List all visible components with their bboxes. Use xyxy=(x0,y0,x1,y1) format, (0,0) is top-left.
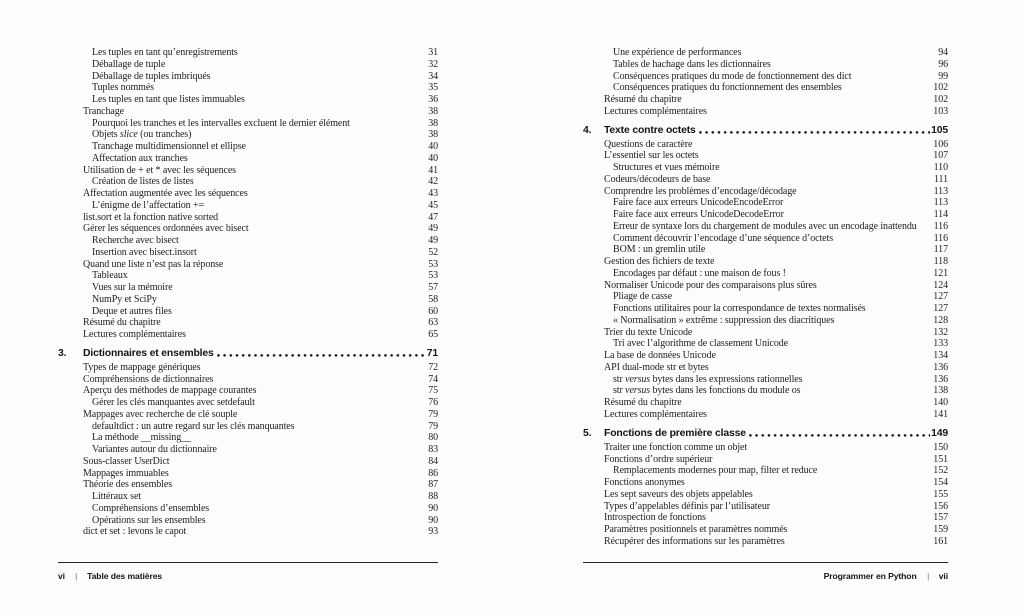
toc-entry-page-number: 103 xyxy=(933,105,948,117)
toc-entry-page-number: 134 xyxy=(933,350,948,362)
toc-entry-title: Codeurs/décodeurs de base xyxy=(604,173,711,185)
toc-entry-page-number: 35 xyxy=(428,82,438,94)
toc-entry-row xyxy=(583,465,948,477)
toc-entry-title: Littéraux set xyxy=(92,491,141,503)
toc-entry-row xyxy=(583,291,948,303)
footer-line xyxy=(583,571,948,581)
toc-entry-page-number: 40 xyxy=(428,141,438,152)
toc-entry-row xyxy=(583,397,948,409)
toc-entry-row xyxy=(583,442,948,454)
toc-entry-title: Faire face aux erreurs UnicodeDecodeError xyxy=(613,209,784,221)
toc-entry-page-number: 40 xyxy=(428,152,438,164)
toc-entry-title: defaultdict : un autre regard sur les clés manquantes xyxy=(92,420,295,432)
toc-entry-page-number: 159 xyxy=(933,524,948,536)
footer-rule xyxy=(58,562,438,563)
toc-entry-row xyxy=(58,306,438,318)
toc-entry-title: Déballage de tuples imbriqués xyxy=(92,70,211,82)
toc-entry-title: str versus bytes dans les expressions rationnelles xyxy=(613,373,803,385)
toc-entry-row xyxy=(583,315,948,327)
toc-entry-page-number: 63 xyxy=(428,317,438,329)
toc-entry-page-number: 154 xyxy=(933,477,948,489)
toc-entry-title: BOM : un gremlin utile xyxy=(613,244,706,256)
toc-entry-page-number: 72 xyxy=(428,361,438,373)
toc-entry-title: list.sort et la fonction native sorted xyxy=(83,211,219,223)
toc-page-left xyxy=(58,47,438,607)
toc-entry-row xyxy=(583,350,948,362)
toc-entry-row xyxy=(583,536,948,548)
toc-entry-title: Aperçu des méthodes de mappage courantes xyxy=(83,385,257,397)
toc-entry-row xyxy=(58,294,438,306)
toc-entry-row xyxy=(58,141,438,153)
toc-entry-page-number: 47 xyxy=(428,211,438,223)
toc-entry-page-number: 113 xyxy=(933,185,948,197)
toc-entry-row xyxy=(58,526,438,538)
toc-entry-page-number: 107 xyxy=(933,150,948,162)
toc-entry-title: Récupérer des informations sur les paramètres xyxy=(604,535,785,547)
toc-entry-page-number: 140 xyxy=(933,397,948,409)
toc-entry-page-number: 102 xyxy=(933,94,948,105)
toc-entry-page-number: 99 xyxy=(938,70,948,82)
toc-entry-page-number: 110 xyxy=(933,162,948,174)
toc-entry-title: Tableaux xyxy=(92,270,128,282)
toc-entry-title: La base de données Unicode xyxy=(604,350,716,362)
toc-entry-row xyxy=(583,82,948,94)
toc-entry-row xyxy=(58,385,438,397)
toc-entry-title: str versus bytes dans les fonctions du module os xyxy=(613,385,801,397)
toc-entry-row xyxy=(583,512,948,524)
toc-entry-page-number: 128 xyxy=(933,314,948,326)
toc-entry-row xyxy=(58,153,438,165)
chapter-title: Texte contre octets xyxy=(604,124,696,136)
toc-entry-page-number: 58 xyxy=(428,293,438,305)
toc-entry-row xyxy=(58,468,438,480)
toc-entry-title: Traiter une fonction comme un objet xyxy=(604,441,748,453)
toc-entry-page-number: 86 xyxy=(428,467,438,479)
footer-rule xyxy=(583,562,948,563)
toc-entry-title: Opérations sur les ensembles xyxy=(92,514,206,526)
toc-entry-title: Comment découvrir l’encodage d’une séquence d’octets xyxy=(613,232,833,244)
footer-separator: | xyxy=(926,571,929,582)
toc-entry-row xyxy=(58,329,438,341)
toc-entry-page-number: 60 xyxy=(428,305,438,317)
toc-entry-row xyxy=(58,188,438,200)
toc-entry-row xyxy=(58,432,438,444)
toc-entry-row xyxy=(58,374,438,386)
toc-entry-title: Sous-classer UserDict xyxy=(83,455,170,467)
toc-entry-row xyxy=(583,327,948,339)
toc-entry-page-number: 36 xyxy=(428,94,438,105)
toc-entry-title: Vues sur la mémoire xyxy=(92,282,173,293)
toc-entry-page-number: 136 xyxy=(933,361,948,373)
toc-entry-page-number: 38 xyxy=(428,105,438,117)
toc-entry-page-number: 114 xyxy=(933,209,948,221)
toc-entry-title: Résumé du chapitre xyxy=(83,317,161,329)
toc-entry-page-number: 136 xyxy=(933,373,948,385)
toc-page-right xyxy=(583,47,948,607)
toc-entry-row xyxy=(583,186,948,198)
toc-entry-title: Affectation aux tranches xyxy=(92,152,188,164)
toc-entry-title: L’essentiel sur les octets xyxy=(604,150,699,162)
toc-entry-title: Gérer les clés manquantes avec setdefault xyxy=(92,397,255,409)
toc-entry-page-number: 88 xyxy=(428,491,438,503)
toc-entry-title: Lectures complémentaires xyxy=(604,105,707,117)
toc-entry-title: Structures et vues mémoire xyxy=(613,162,720,174)
dot-leader xyxy=(749,434,930,437)
toc-entry-row xyxy=(58,409,438,421)
toc-entry-page-number: 113 xyxy=(933,197,948,209)
toc-entry-title: Trier du texte Unicode xyxy=(604,326,693,338)
toc-entry-row xyxy=(583,162,948,174)
toc-entry-row xyxy=(583,233,948,245)
toc-entry-row xyxy=(58,71,438,83)
toc-entry-page-number: 43 xyxy=(428,188,438,199)
toc-entry-title: Affectation augmentée avec les séquences xyxy=(83,188,248,199)
toc-entry-page-number: 117 xyxy=(933,244,948,256)
toc-entry-title: La méthode __missing__ xyxy=(92,432,191,444)
toc-entry-row xyxy=(583,209,948,221)
toc-chapter-row xyxy=(583,428,948,440)
toc-entry-title: Les tuples en tant que listes immuables xyxy=(92,94,245,105)
toc-entry-row xyxy=(583,477,948,489)
toc-entry-title: Quand une liste n’est pas la réponse xyxy=(83,258,224,270)
toc-entry-page-number: 132 xyxy=(933,326,948,338)
toc-entry-page-number: 155 xyxy=(933,488,948,500)
toc-entry-row xyxy=(58,212,438,224)
toc-entry-page-number: 152 xyxy=(933,465,948,477)
toc-entry-page-number: 80 xyxy=(428,432,438,444)
toc-entry-row xyxy=(58,503,438,515)
toc-entry-page-number: 74 xyxy=(428,373,438,385)
toc-entry-title: Variantes autour du dictionnaire xyxy=(92,444,217,456)
toc-entry-row xyxy=(58,235,438,247)
toc-entry-page-number: 49 xyxy=(428,235,438,246)
toc-entry-page-number: 150 xyxy=(933,441,948,453)
toc-entry-row xyxy=(58,247,438,259)
page-footer-right xyxy=(583,562,948,581)
toc-entry-row xyxy=(583,338,948,350)
toc-entry-row xyxy=(583,501,948,513)
toc-entry-row xyxy=(58,282,438,294)
toc-entry-row xyxy=(58,456,438,468)
toc-entry-row xyxy=(583,71,948,83)
toc-entry-title: Insertion avec bisect.insort xyxy=(92,246,197,258)
toc-entry-title: Compréhensions de dictionnaires xyxy=(83,373,214,385)
toc-entry-page-number: 31 xyxy=(428,47,438,58)
toc-entry-title: Création de listes de listes xyxy=(92,176,194,188)
toc-entry-page-number: 53 xyxy=(428,270,438,282)
toc-entry-row xyxy=(58,165,438,177)
toc-entry-title: Les tuples en tant qu’enregistrements xyxy=(92,47,238,58)
toc-entry-row xyxy=(583,385,948,397)
footer-label: Table des matières xyxy=(87,571,163,582)
toc-entry-page-number: 124 xyxy=(933,279,948,291)
toc-entry-page-number: 49 xyxy=(428,223,438,235)
toc-entry-page-number: 90 xyxy=(428,514,438,526)
toc-entry-page-number: 34 xyxy=(428,70,438,82)
toc-entry-page-number: 93 xyxy=(428,526,438,538)
toc-entry-title: Fonctions anonymes xyxy=(604,477,685,489)
toc-entry-title: Remplacements modernes pour map, filter et reduce xyxy=(613,465,818,477)
toc-entry-row xyxy=(58,362,438,374)
chapter-number: 4. xyxy=(583,124,592,136)
toc-entry-title: Tranchage xyxy=(83,105,124,117)
toc-entry-title: Résumé du chapitre xyxy=(604,397,682,409)
chapter-number: 3. xyxy=(58,347,67,359)
toc-entry-page-number: 41 xyxy=(428,164,438,176)
chapter-page-number: 149 xyxy=(931,427,948,439)
toc-entry-title: Gestion des fichiers de texte xyxy=(604,256,715,268)
toc-entry-row xyxy=(583,280,948,292)
toc-entry-page-number: 38 xyxy=(428,117,438,129)
toc-entry-row xyxy=(58,259,438,271)
toc-entry-row xyxy=(583,268,948,280)
toc-entry-title: « Normalisation » extrême : suppression des diacritiques xyxy=(613,314,835,326)
toc-entry-title: Conséquences pratiques du fonctionnement des ensembles xyxy=(613,82,842,94)
toc-entry-page-number: 116 xyxy=(933,220,948,232)
toc-entry-title: Utilisation de + et * avec les séquences xyxy=(83,164,236,176)
toc-entry-page-number: 83 xyxy=(428,444,438,456)
toc-entry-title: Encodages par défaut : une maison de fous ! xyxy=(613,267,786,279)
footer-page-number: vii xyxy=(938,571,948,582)
toc-entry-row xyxy=(58,176,438,188)
toc-entry-title: NumPy et SciPy xyxy=(92,293,157,305)
toc-entry-row xyxy=(58,118,438,130)
toc-entry-title: Théorie des ensembles xyxy=(83,479,172,491)
toc-entry-title: Fonctions utilitaires pour la correspondance de textes normalisés xyxy=(613,303,866,315)
toc-entry-row xyxy=(583,197,948,209)
toc-entry-row xyxy=(583,524,948,536)
toc-entry-page-number: 156 xyxy=(933,500,948,512)
toc-entry-page-number: 111 xyxy=(934,173,948,185)
toc-entry-page-number: 106 xyxy=(933,138,948,150)
toc-entry-row xyxy=(583,489,948,501)
toc-entry-page-number: 151 xyxy=(933,453,948,465)
toc-entry-row xyxy=(583,59,948,71)
toc-chapter-row xyxy=(583,125,948,137)
toc-entry-row xyxy=(58,59,438,71)
toc-entry-row xyxy=(58,270,438,282)
footer-page-number: vi xyxy=(58,571,65,582)
page-footer-left xyxy=(58,562,438,581)
toc-entry-row xyxy=(58,515,438,527)
toc-entry-page-number: 57 xyxy=(428,282,438,293)
toc-entry-page-number: 141 xyxy=(933,408,948,420)
toc-entry-page-number: 118 xyxy=(933,256,948,268)
toc-entry-row xyxy=(58,47,438,59)
toc-entry-title: dict et set : levons le capot xyxy=(83,526,187,538)
toc-entry-title: Les sept saveurs des objets appelables xyxy=(604,488,753,500)
toc-entry-title: Lectures complémentaires xyxy=(83,329,186,340)
toc-entry-row xyxy=(583,221,948,233)
toc-entry-title: Tables de hachage dans les dictionnaires xyxy=(613,58,771,70)
toc-entry-title: Tuples nommés xyxy=(92,82,154,94)
toc-entry-page-number: 45 xyxy=(428,199,438,211)
chapter-number: 5. xyxy=(583,427,592,439)
toc-entry-title: Deque et autres files xyxy=(92,305,172,317)
toc-entry-title: Types de mappage génériques xyxy=(83,361,201,373)
toc-entry-row xyxy=(58,421,438,433)
toc-entry-page-number: 127 xyxy=(933,291,948,303)
toc-entry-title: Normaliser Unicode pour des comparaisons plus sûres xyxy=(604,279,817,291)
toc-entry-page-number: 94 xyxy=(938,47,948,58)
toc-entry-row xyxy=(583,374,948,386)
toc-entry-page-number: 42 xyxy=(428,176,438,188)
toc-entry-title: Résumé du chapitre xyxy=(604,94,682,105)
toc-entry-title: Tri avec l’algorithme de classement Unicode xyxy=(613,338,788,350)
toc-entry-title: Objets slice (ou tranches) xyxy=(92,129,192,141)
toc-entry-title: Paramètres positionnels et paramètres nommés xyxy=(604,524,788,536)
toc-entry-page-number: 79 xyxy=(428,408,438,420)
toc-entry-page-number: 161 xyxy=(933,535,948,547)
toc-entry-page-number: 65 xyxy=(428,329,438,340)
toc-entry-row xyxy=(583,303,948,315)
toc-entry-page-number: 52 xyxy=(428,246,438,258)
footer-separator: | xyxy=(75,571,77,582)
toc-entry-title: Mappages immuables xyxy=(83,467,169,479)
toc-entry-title: Types d’appelables définis par l’utilisateur xyxy=(604,500,770,512)
footer-line xyxy=(58,571,438,581)
toc-entry-row xyxy=(58,82,438,94)
toc-entry-row xyxy=(58,223,438,235)
toc-entry-page-number: 102 xyxy=(933,82,948,94)
toc-entry-page-number: 87 xyxy=(428,479,438,491)
toc-entry-page-number: 38 xyxy=(428,129,438,141)
toc-entry-title: Erreur de syntaxe lors du chargement de modules avec un encodage inattendu xyxy=(613,220,917,232)
toc-entry-title: Compréhensions d’ensembles xyxy=(92,502,210,514)
toc-list xyxy=(58,47,438,538)
toc-entry-title: Une expérience de performances xyxy=(613,47,742,58)
toc-entry-row xyxy=(58,491,438,503)
dot-leader xyxy=(699,131,930,134)
toc-entry-row xyxy=(583,409,948,421)
toc-entry-page-number: 127 xyxy=(933,303,948,315)
toc-entry-row xyxy=(583,362,948,374)
toc-entry-page-number: 90 xyxy=(428,502,438,514)
toc-entry-title: Tranchage multidimensionnel et ellipse xyxy=(92,141,246,152)
toc-entry-row xyxy=(583,174,948,186)
chapter-title: Fonctions de première classe xyxy=(604,427,746,439)
toc-entry-title: API dual-mode str et bytes xyxy=(604,361,709,373)
toc-entry-page-number: 121 xyxy=(933,267,948,279)
toc-entry-title: Introspection de fonctions xyxy=(604,512,706,524)
toc-entry-page-number: 96 xyxy=(938,58,948,70)
toc-entry-title: Fonctions d’ordre supérieur xyxy=(604,453,713,465)
toc-entry-row xyxy=(58,317,438,329)
toc-entry-page-number: 157 xyxy=(933,512,948,524)
toc-entry-title: Faire face aux erreurs UnicodeEncodeError xyxy=(613,197,784,209)
toc-entry-row xyxy=(583,94,948,106)
footer-label: Programmer en Python xyxy=(823,571,917,582)
dot-leader xyxy=(217,354,426,357)
toc-chapter-row xyxy=(58,348,438,360)
toc-entry-row xyxy=(58,479,438,491)
toc-entry-row xyxy=(583,256,948,268)
toc-entry-row xyxy=(58,397,438,409)
toc-entry-title: Comprendre les problèmes d’encodage/décodage xyxy=(604,185,797,197)
toc-entry-row xyxy=(583,150,948,162)
toc-entry-page-number: 32 xyxy=(428,58,438,70)
toc-entry-row xyxy=(58,94,438,106)
toc-entry-page-number: 53 xyxy=(428,258,438,270)
chapter-page-number: 71 xyxy=(426,347,438,359)
toc-entry-page-number: 76 xyxy=(428,397,438,409)
toc-entry-page-number: 84 xyxy=(428,455,438,467)
toc-entry-row xyxy=(58,129,438,141)
toc-entry-page-number: 79 xyxy=(428,420,438,432)
toc-entry-title: Pourquoi les tranches et les intervalles excluent le dernier élément xyxy=(92,117,350,129)
toc-entry-page-number: 116 xyxy=(933,232,948,244)
toc-entry-title: Lectures complémentaires xyxy=(604,408,707,420)
toc-entry-row xyxy=(583,47,948,59)
toc-entry-row xyxy=(583,106,948,118)
toc-entry-title: Déballage de tuple xyxy=(92,58,166,70)
chapter-page-number: 105 xyxy=(931,124,948,136)
toc-entry-title: Recherche avec bisect xyxy=(92,235,179,246)
toc-entry-page-number: 138 xyxy=(933,385,948,397)
toc-entry-row xyxy=(583,454,948,466)
toc-entry-row xyxy=(583,139,948,151)
toc-entry-page-number: 133 xyxy=(933,338,948,350)
toc-entry-page-number: 75 xyxy=(428,385,438,397)
toc-entry-title: Questions de caractère xyxy=(604,138,693,150)
toc-entry-row xyxy=(58,200,438,212)
chapter-title: Dictionnaires et ensembles xyxy=(83,347,214,359)
toc-entry-row xyxy=(58,444,438,456)
toc-entry-title: Mappages avec recherche de clé souple xyxy=(83,408,238,420)
toc-entry-row xyxy=(58,106,438,118)
toc-entry-title: Pliage de casse xyxy=(613,291,673,303)
toc-entry-title: Conséquences pratiques du mode de fonctionnement des dict xyxy=(613,70,852,82)
toc-entry-row xyxy=(583,244,948,256)
toc-list xyxy=(583,47,948,548)
toc-entry-title: L’énigme de l’affectation += xyxy=(92,199,205,211)
toc-entry-title: Gérer les séquences ordonnées avec bisect xyxy=(83,223,249,235)
